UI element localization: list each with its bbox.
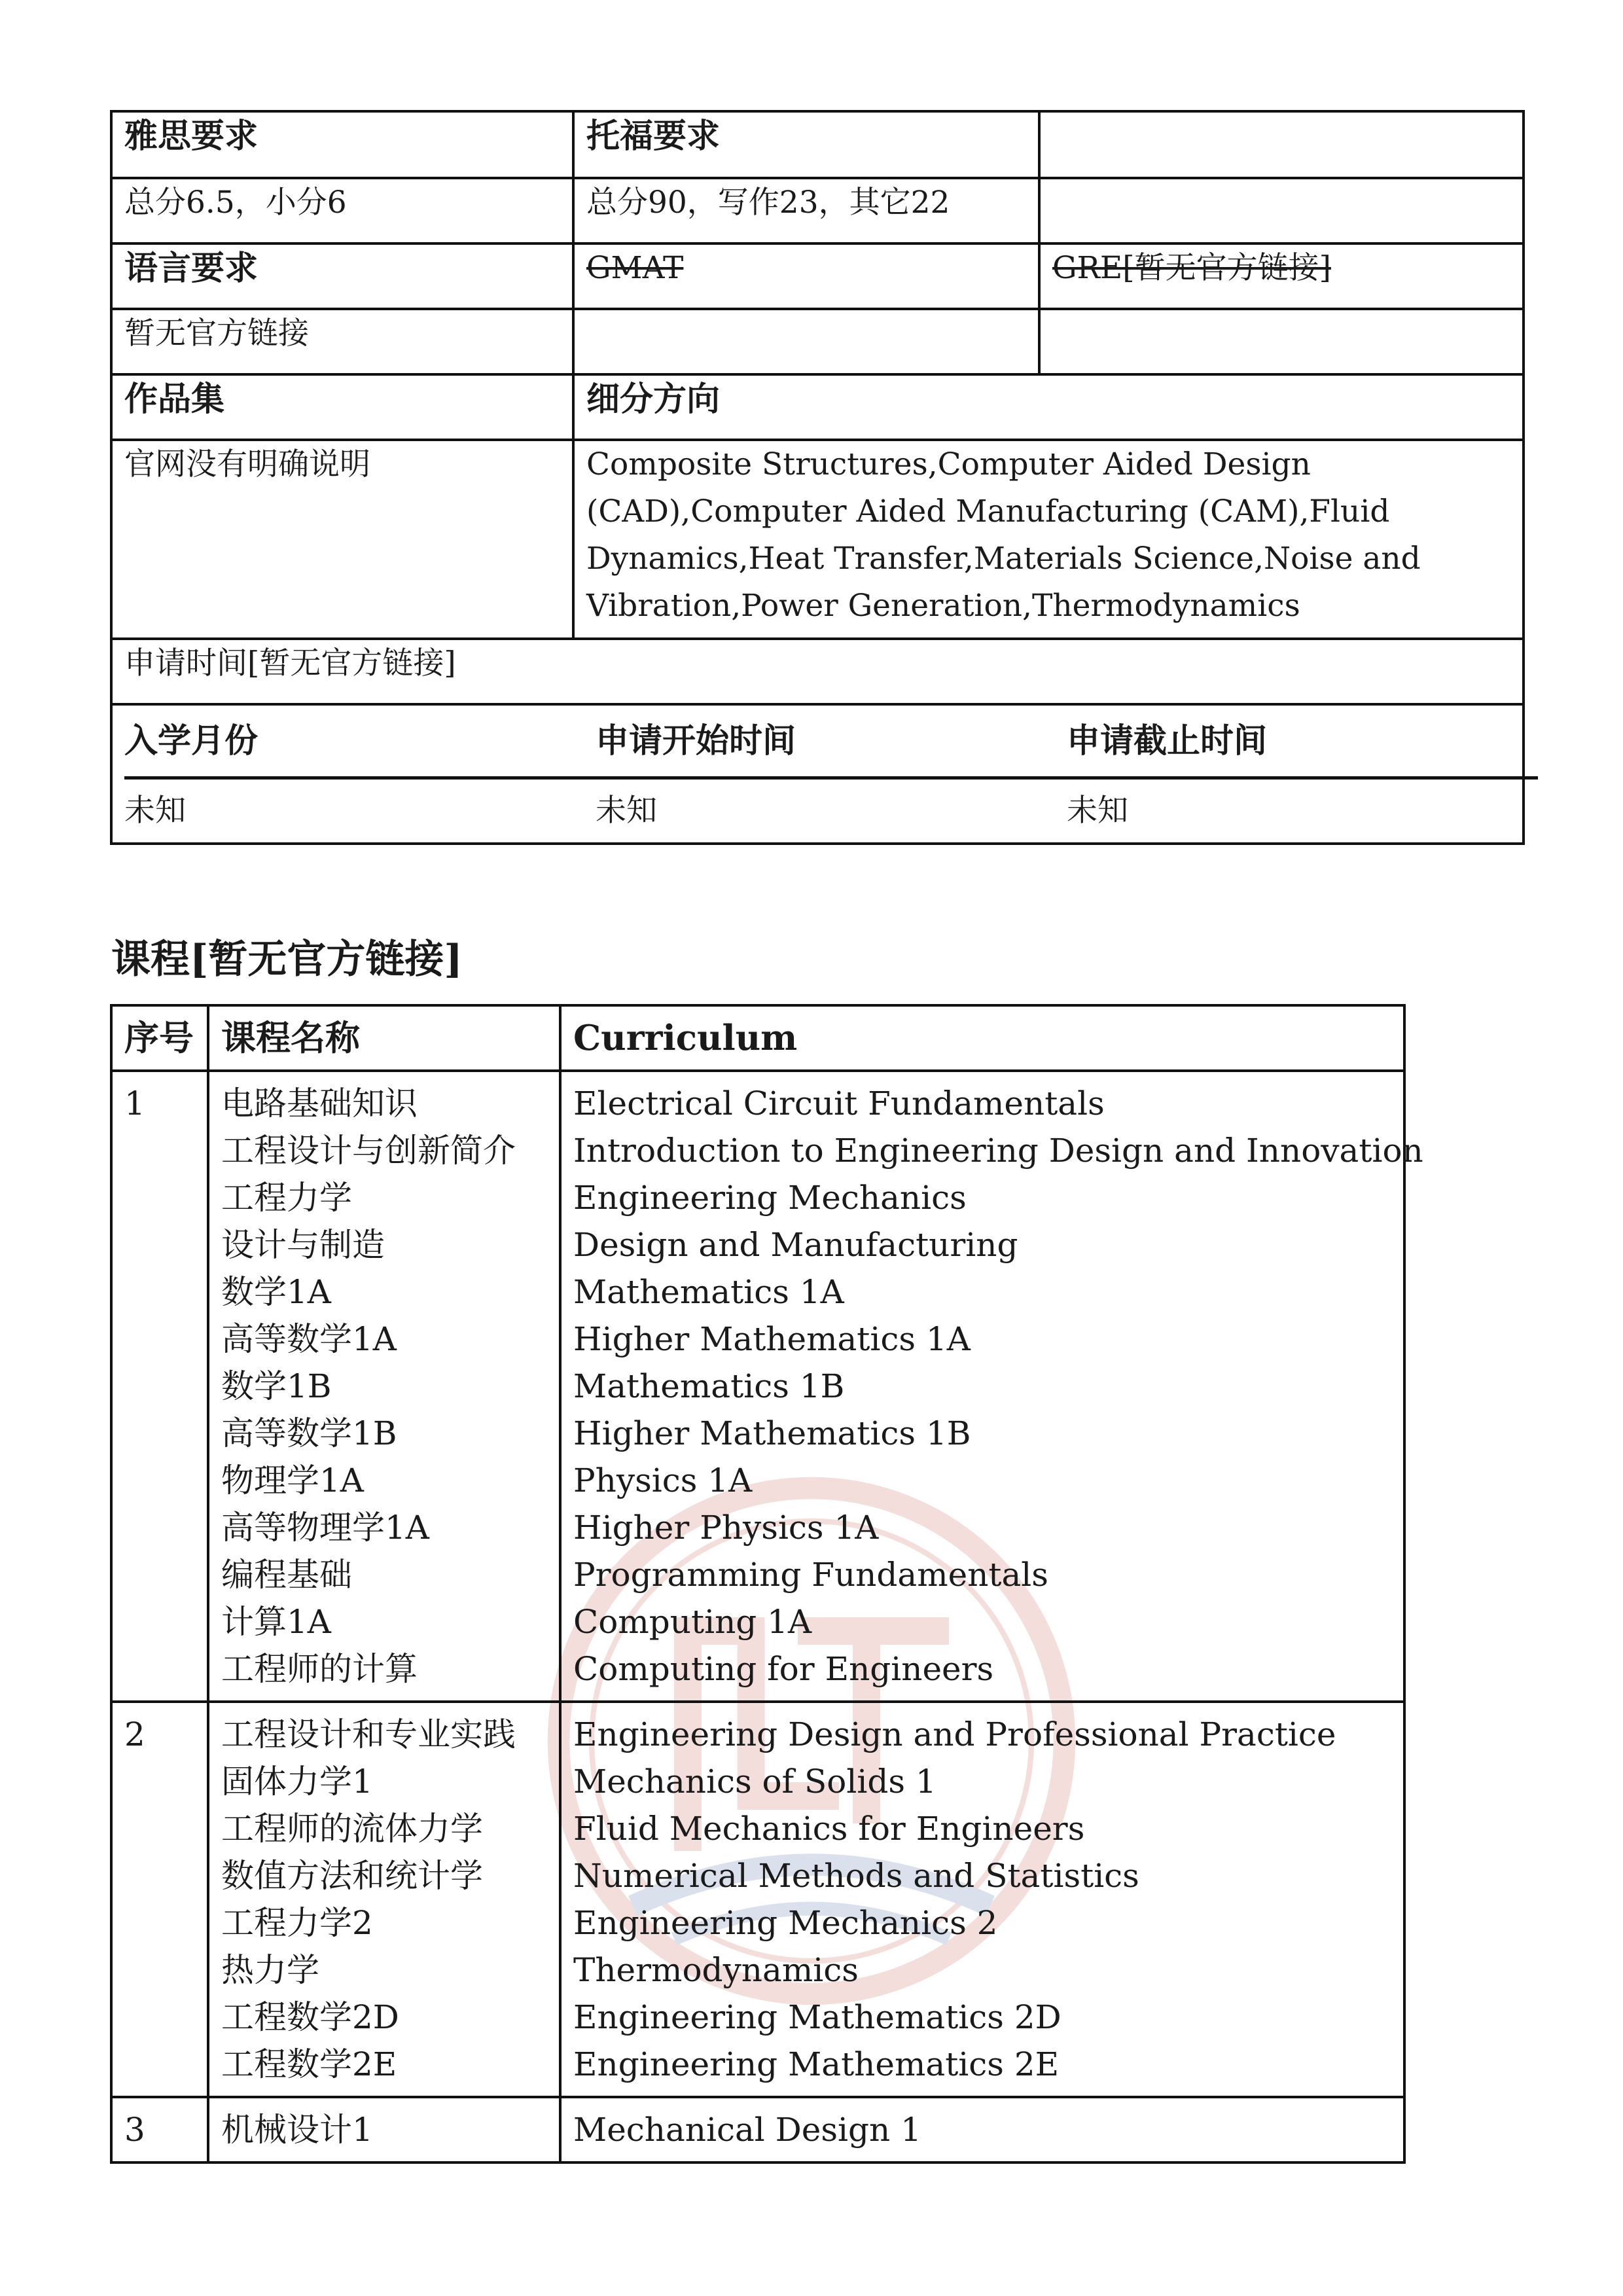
course-name-en: Introduction to Engineering Design and Innovation — [573, 1132, 1423, 1170]
course-names-cn — [208, 2097, 560, 2162]
empty-cell — [1039, 111, 1524, 178]
toefl-label: 托福要求 — [573, 111, 1039, 178]
course-name-cn: 机械设计1 — [221, 2111, 373, 2149]
course-name-cn: 高等数学1B — [221, 1414, 397, 1452]
course-name-en: Electrical Circuit Fundamentals — [573, 1085, 1105, 1122]
course-name-cn: 电路基础知识 — [221, 1085, 418, 1122]
empty-cell — [1039, 178, 1524, 243]
direction-value: Composite Structures,Computer Aided Design (CAD),Computer Aided Manufacturing (CAM),Fluid Dynamics,Heat Transfer,Materials Science,Noise and Vibration,Power Generation,Thermodynamics — [573, 440, 1524, 639]
course-name-en: Computing for Engineers — [573, 1650, 994, 1688]
course-name-en: Physics 1A — [573, 1462, 753, 1499]
course-group-number: 1 — [111, 1071, 208, 1702]
ielts-label: 雅思要求 — [111, 111, 573, 178]
course-name-cn: 热力学 — [221, 1951, 319, 1989]
course-group-number: 3 — [111, 2097, 208, 2162]
ielts-value: 总分6.5，小分6 — [111, 178, 573, 243]
course-name-cn: 编程基础 — [221, 1556, 352, 1594]
course-name-en: Computing 1A — [573, 1603, 812, 1641]
course-name-cn: 计算1A — [221, 1603, 331, 1641]
course-group-row — [111, 1071, 1404, 1702]
course-group-row — [111, 1702, 1404, 2097]
course-name-cn: 工程设计与创新简介 — [221, 1132, 516, 1170]
course-name-cn: 物理学1A — [221, 1462, 364, 1499]
intake-section — [111, 704, 1524, 844]
portfolio-label: 作品集 — [111, 374, 573, 440]
course-name-cn: 固体力学1 — [221, 1763, 373, 1801]
course-names-en — [560, 1071, 1423, 1702]
course-name-en: Mechanics of Solids 1 — [573, 1763, 936, 1801]
course-name-en: Mathematics 1A — [573, 1273, 844, 1311]
intake-month-value: 未知 — [124, 793, 186, 829]
intake-header-row — [124, 706, 1538, 780]
course-name-cn: 工程数学2D — [221, 1998, 399, 2036]
course-name-en: Design and Manufacturing — [573, 1226, 1018, 1264]
direction-label: 细分方向 — [573, 374, 1524, 440]
application-deadline-header: 申请截止时间 — [1067, 721, 1268, 761]
course-names-cn — [208, 1071, 560, 1702]
course-name-en: Higher Mathematics 1B — [573, 1414, 971, 1452]
course-name-en: Engineering Mechanics — [573, 1179, 967, 1217]
course-name-en: Engineering Mathematics 2D — [573, 1998, 1061, 2036]
header-curriculum: Curriculum — [560, 1005, 1404, 1071]
course-name-en: Numerical Methods and Statistics — [573, 1857, 1139, 1895]
language-label: 语言要求 — [111, 243, 573, 309]
intake-month-header: 入学月份 — [124, 721, 259, 761]
application-time-label: 申请时间[暂无官方链接] — [111, 639, 1524, 704]
toefl-value: 总分90，写作23，其它22 — [573, 178, 1039, 243]
gmat-label: GMAT — [573, 243, 1039, 309]
header-number: 序号 — [111, 1005, 208, 1071]
course-name-cn: 工程数学2E — [221, 2045, 397, 2083]
requirements-table — [110, 110, 1525, 845]
course-names-en — [560, 2097, 1404, 2162]
courses-table — [110, 1004, 1423, 2164]
course-name-en: Fluid Mechanics for Engineers — [573, 1810, 1085, 1848]
empty-cell — [573, 309, 1039, 374]
course-name-cn: 设计与制造 — [221, 1226, 385, 1264]
course-name-cn: 数学1B — [221, 1367, 332, 1405]
course-name-en: Programming Fundamentals — [573, 1556, 1048, 1594]
header-course-name: 课程名称 — [208, 1005, 560, 1071]
course-name-cn: 高等数学1A — [221, 1320, 397, 1358]
course-name-cn: 工程师的计算 — [221, 1650, 418, 1688]
course-name-en: Engineering Design and Professional Practice — [573, 1715, 1336, 1753]
course-name-cn: 工程力学2 — [221, 1904, 373, 1942]
course-name-cn: 工程师的流体力学 — [221, 1810, 483, 1848]
courses-title: 课程[暂无官方链接] — [111, 937, 463, 982]
application-deadline-value: 未知 — [1067, 793, 1128, 829]
empty-cell — [1039, 309, 1524, 374]
course-name-cn: 工程力学 — [221, 1179, 352, 1217]
course-name-en: Thermodynamics — [573, 1951, 859, 1989]
gre-label: GRE[暂无官方链接] — [1039, 243, 1524, 309]
course-name-en: Engineering Mechanics 2 — [573, 1904, 998, 1942]
course-name-cn: 数学1A — [221, 1273, 331, 1311]
courses-body — [111, 1071, 1423, 2162]
portfolio-value: 官网没有明确说明 — [111, 440, 573, 639]
course-group-number: 2 — [111, 1702, 208, 2097]
course-name-en: Mechanical Design 1 — [573, 2111, 921, 2149]
course-name-en: Mathematics 1B — [573, 1367, 845, 1405]
course-name-en: Higher Physics 1A — [573, 1509, 879, 1547]
course-name-cn: 数值方法和统计学 — [221, 1857, 483, 1895]
course-name-en: Higher Mathematics 1A — [573, 1320, 971, 1358]
course-names-en — [560, 1702, 1404, 2097]
application-start-value: 未知 — [596, 793, 657, 829]
course-name-cn: 工程设计和专业实践 — [221, 1715, 516, 1753]
course-names-cn — [208, 1702, 560, 2097]
course-name-en: Engineering Mathematics 2E — [573, 2045, 1060, 2083]
language-value: 暂无官方链接 — [111, 309, 573, 374]
course-name-cn: 高等物理学1A — [221, 1509, 429, 1547]
course-group-row — [111, 2097, 1404, 2162]
intake-value-row — [124, 780, 1538, 842]
application-start-header: 申请开始时间 — [596, 721, 796, 761]
